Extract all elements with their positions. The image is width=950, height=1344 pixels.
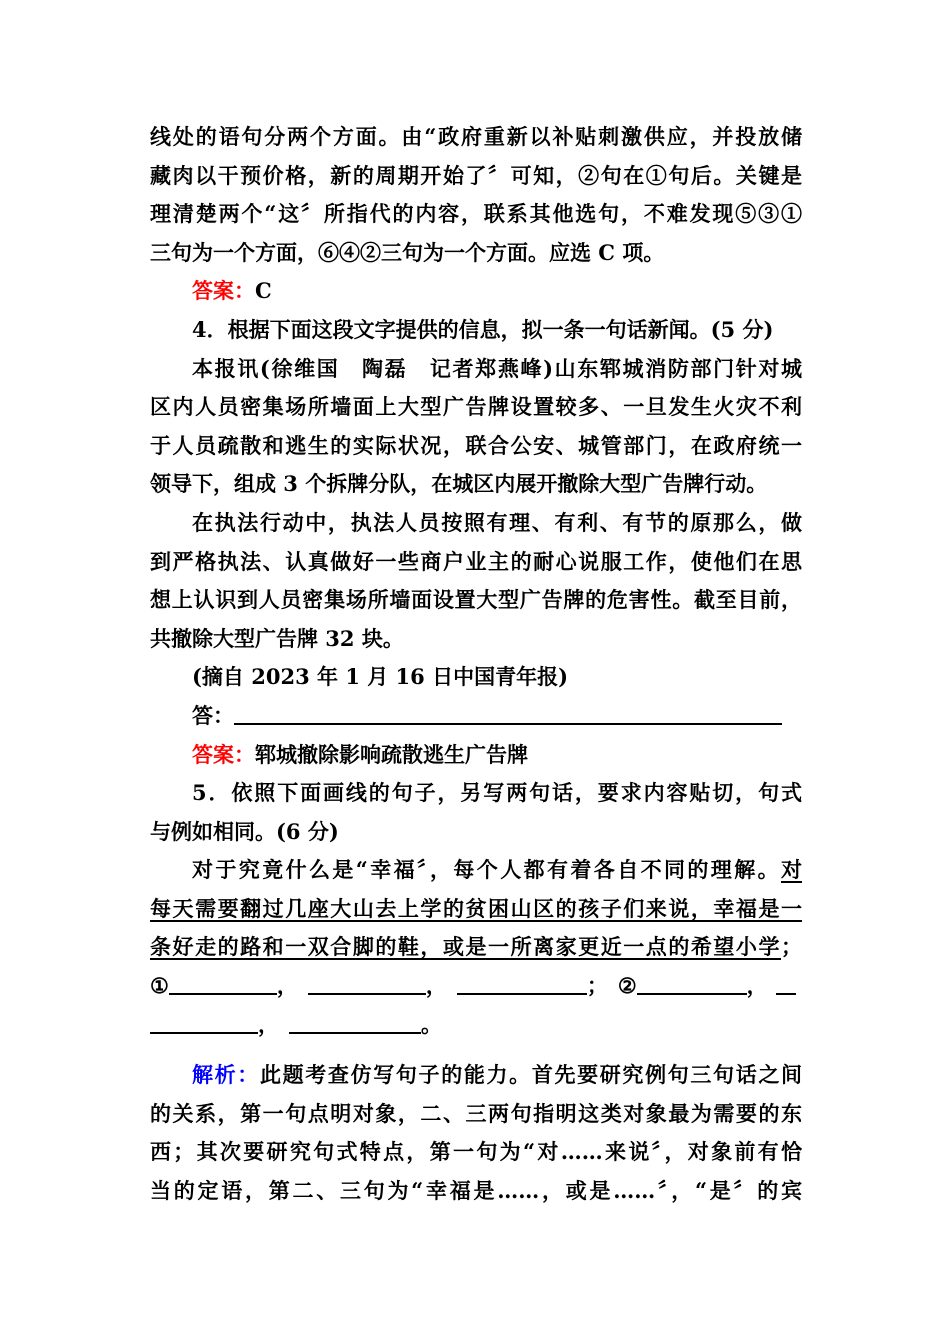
answer-blank[interactable] <box>637 969 747 995</box>
blank-marker-2: ② <box>617 973 637 999</box>
question-4-passage-1 <box>150 350 802 504</box>
example-end: ； <box>781 934 802 960</box>
text-line: 本报讯(徐维国 陶磊 记者郑燕峰)山东郓城消防部门针对城 <box>192 355 802 381</box>
text-line: 线处的语句分两个方面。由“政府重新以补贴刺激供应，并投放储 <box>150 124 802 149</box>
question-4-answer-line <box>150 697 802 736</box>
punct: ， <box>258 1011 279 1037</box>
text-line: 西；其次要研究句式特点，第一句为“对……来说〞，对象前有恰 <box>150 1139 802 1165</box>
text-line: 区内人员密集场所墙面上大型广告牌设置较多、一旦发生火灾不利 <box>150 394 802 420</box>
answer-prompt: 答： <box>192 702 234 728</box>
text-line: 与例如相同。(6 分) <box>150 818 339 844</box>
question-5-prompt <box>150 774 802 851</box>
question-4-passage-2 <box>150 504 802 658</box>
punct: ； <box>586 973 608 999</box>
text-line <box>150 851 802 890</box>
answer-blank[interactable] <box>169 969 277 995</box>
example-lead: 对于究竟什么是“幸福〞，每个人都有着各自不同的理解。 <box>192 857 781 883</box>
text-line: 在执法行动中，执法人员按照有理、有利、有节的原那么，做 <box>192 509 802 535</box>
answer-blank[interactable] <box>776 969 796 995</box>
intro-paragraph <box>150 118 802 272</box>
punct: ， <box>746 973 768 999</box>
punct: ， <box>425 973 447 999</box>
answer-label: 答案： <box>192 741 255 767</box>
text-line <box>150 928 802 967</box>
text-line: 的关系，第一句点明对象，二、三两句指明这类对象最为需要的东 <box>150 1100 802 1126</box>
analysis-text: 此题考查仿写句子的能力。首先要研究例句三句话之间 <box>259 1062 802 1088</box>
answer-value: C <box>255 278 272 304</box>
document-page <box>150 118 802 1211</box>
question-4-source: (摘自 2023 年 1 月 16 日中国青年报) <box>192 664 569 690</box>
example-underlined: 条好走的路和一双合脚的鞋，或是一所离家更近一点的希望小学 <box>150 934 781 960</box>
text-line: 理清楚两个“这〞所指代的内容，联系其他选句，不难发现⑤③① <box>150 201 802 227</box>
question-4-prompt: 4．根据下面这段文字提供的信息，拟一条一句话新闻。(5 分) <box>192 316 774 342</box>
text-line: 到严格执法、认真做好一些商户业主的耐心说服工作，使他们在思 <box>150 548 802 574</box>
answer-blank[interactable] <box>457 969 587 995</box>
example-underlined-start: 对 <box>781 857 802 883</box>
analysis-paragraph <box>150 1056 802 1210</box>
answer-blank[interactable] <box>308 969 426 995</box>
answer-blank[interactable] <box>150 1008 258 1034</box>
answer-3 <box>150 272 802 311</box>
question-5-example <box>150 851 802 967</box>
punct: ， <box>276 973 298 999</box>
text-line: 当的定语，第二、三句为“幸福是……，或是……〞，“是〞的宾 <box>150 1178 802 1204</box>
example-underlined: 每天需要翻过几座大山去上学的贫困山区的孩子们来说，幸福是一 <box>150 895 802 921</box>
text-line: 三句为一个方面，⑥④②三句为一个方面。应选 C 项。 <box>150 239 665 265</box>
text-line <box>150 1056 802 1095</box>
question-5-blanks <box>150 967 802 1006</box>
text-line: 共撤除大型广告牌 32 块。 <box>150 625 404 651</box>
text-line <box>150 890 802 929</box>
answer-blank[interactable] <box>289 1008 421 1034</box>
text-line: 领导下，组成 3 个拆牌分队，在城区内展开撤除大型广告牌行动。 <box>150 471 768 497</box>
text-line: 藏肉以干预价格，新的周期开始了〞可知，②句在①句后。关键是 <box>150 162 802 188</box>
text-line: 5．依照下面画线的句子，另写两句话，要求内容贴切，句式 <box>192 780 802 806</box>
answer-label: 答案： <box>192 278 255 304</box>
answer-blank[interactable] <box>234 699 782 725</box>
blank-marker-1: ① <box>150 973 169 999</box>
answer-value: 郓城撤除影响疏散逃生广告牌 <box>255 741 528 767</box>
text-line: 于人员疏散和逃生的实际状况，联合公安、城管部门，在政府统一 <box>150 432 802 458</box>
question-5-blanks-cont <box>150 1006 802 1045</box>
analysis-label: 解析： <box>192 1062 260 1088</box>
text-line: 想上认识到人员密集场所墙面设置大型广告牌的危害性。截至目前， <box>150 587 802 613</box>
punct: 。 <box>421 1011 442 1037</box>
answer-4 <box>150 736 802 775</box>
